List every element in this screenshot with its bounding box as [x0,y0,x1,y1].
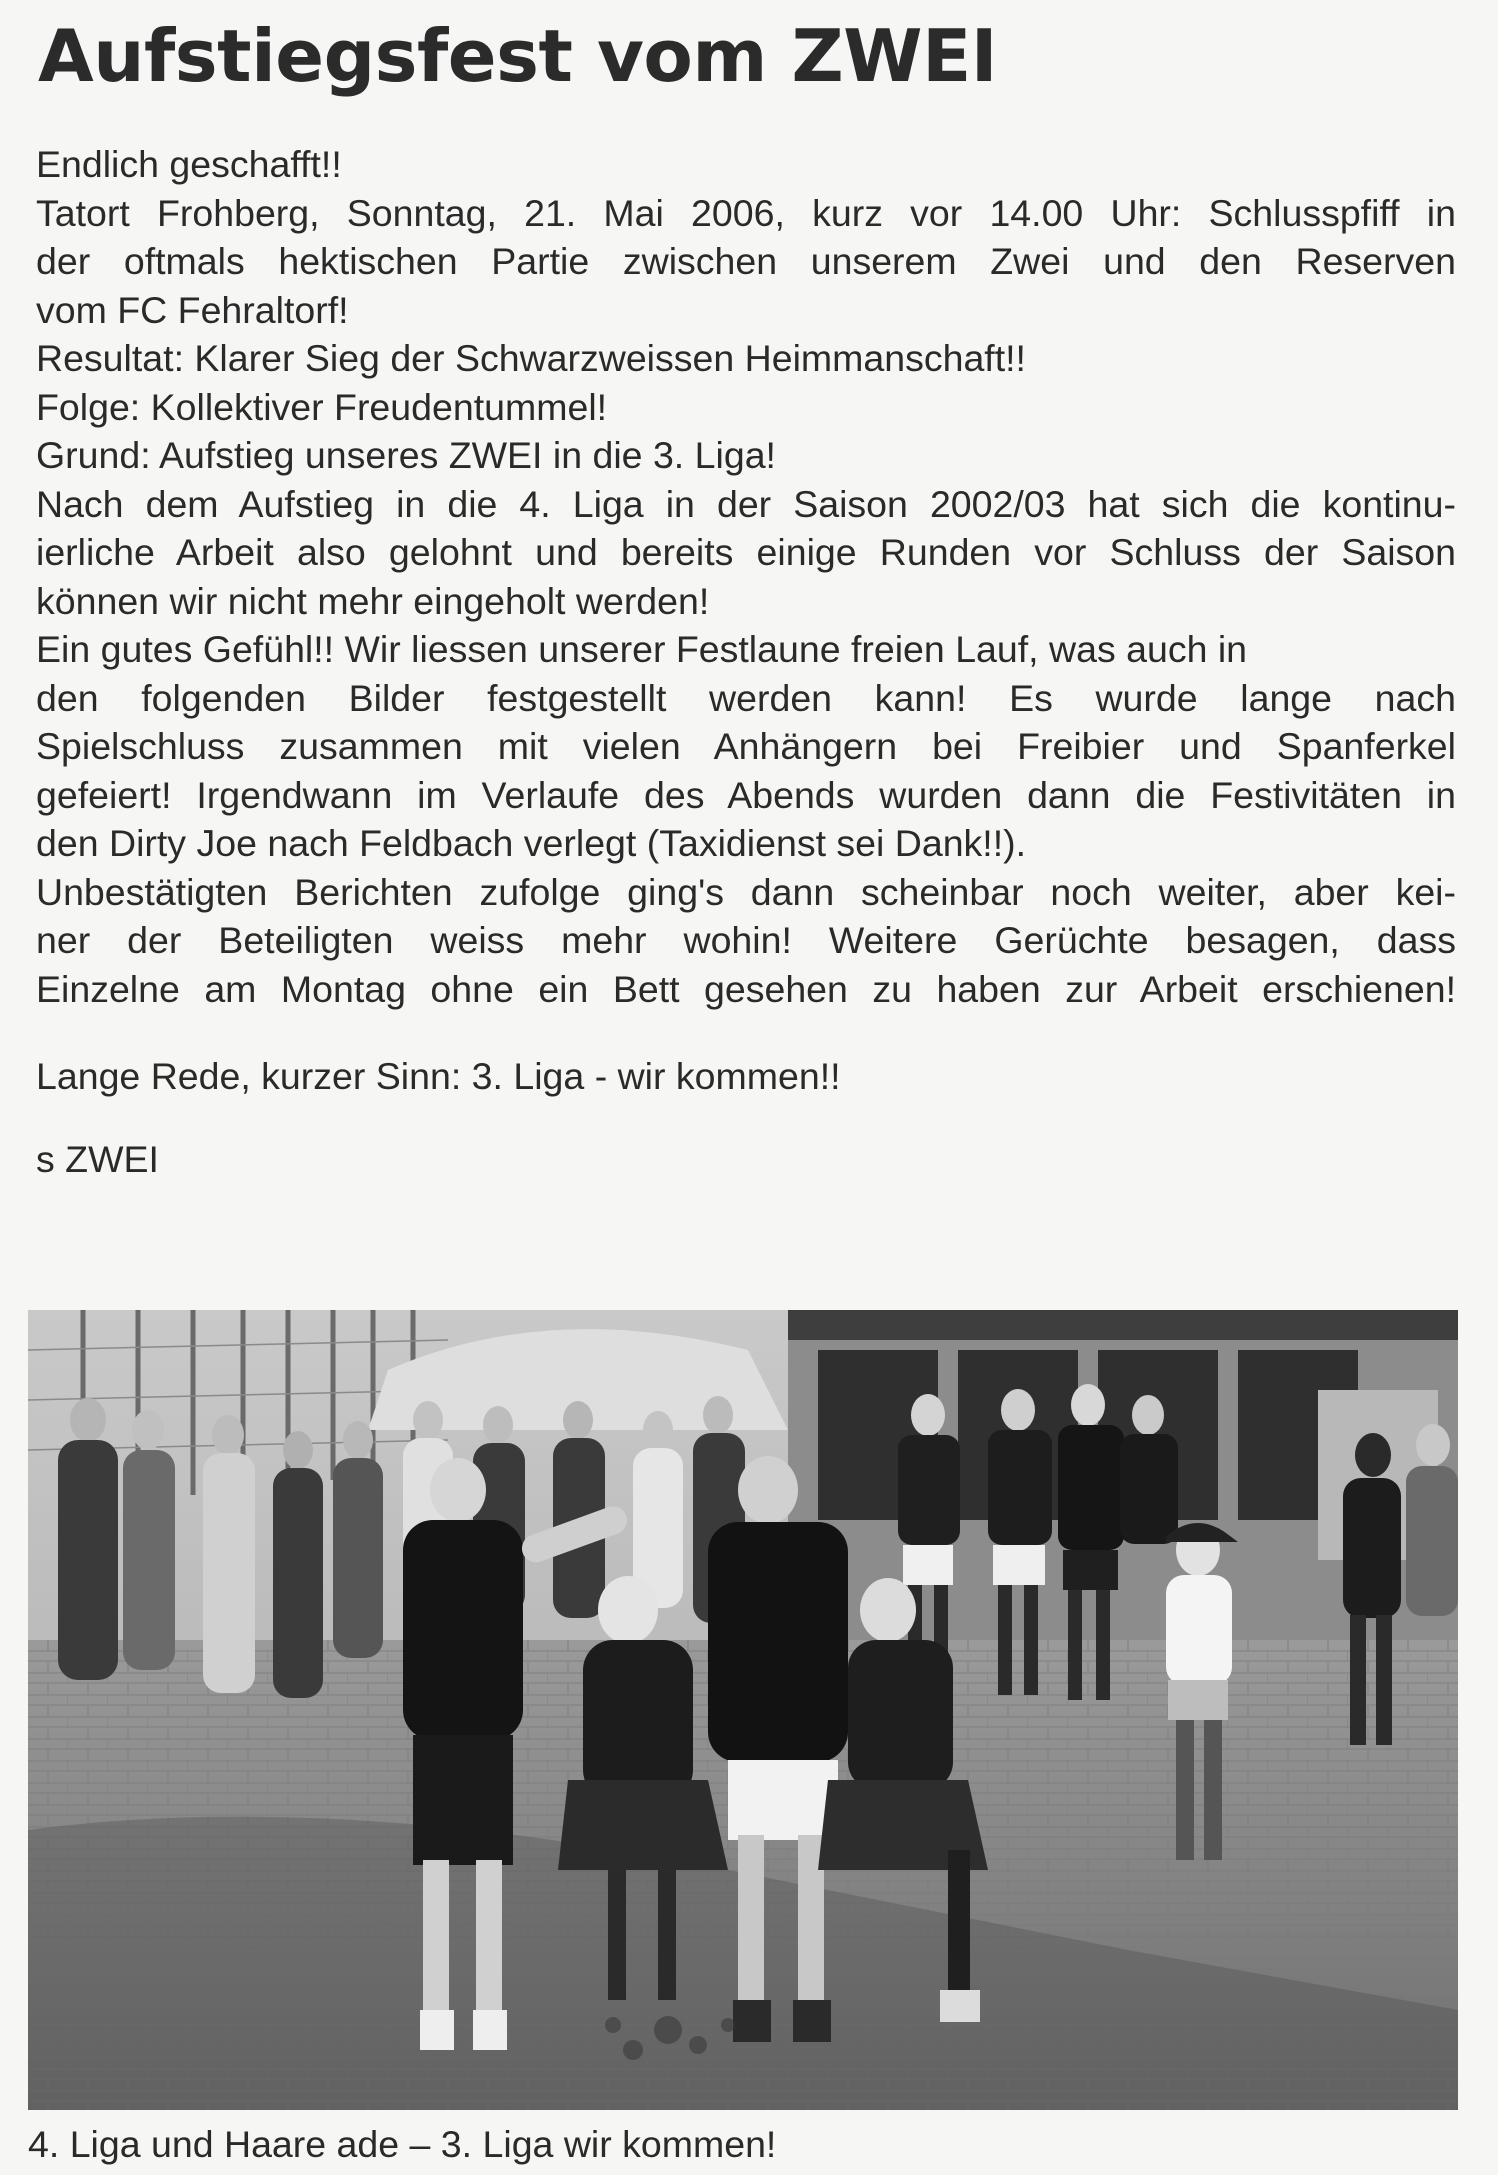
article-title: Aufstiegsfest vom ZWEI [38,14,998,98]
text-line: gefeiert! Irgendwann im Verlaufe des Abends wurden dann die Festivitäten in [36,773,1456,816]
photo-illustration [28,1310,1458,2110]
text-line: Folge: Kollektiver Freudentummel! [36,385,608,428]
text-line: vom FC Fehraltorf! [36,288,349,331]
text-line: den Dirty Joe nach Feldbach verlegt (Taxidienst sei Dank!!). [36,822,1027,864]
text-line: Grund: Aufstieg unseres ZWEI in die 3. Liga! [36,434,776,476]
signature: s ZWEI [36,1137,159,1180]
text-line: Endlich geschafft!! [36,143,342,185]
text-line: können wir nicht mehr eingeholt werden! [36,579,710,622]
text-line: Ein gutes Gefühl!! Wir liessen unserer Festlaune freien Lauf, was auch in [36,628,1248,670]
article-body [36,140,1456,1183]
text-line: ierliche Arbeit also gelohnt und bereits einige Runden vor Schluss der Saison [36,531,1456,573]
text-line: Spielschluss zusammen mit vielen Anhängern bei Freibier und Spanferkel [36,725,1456,767]
text-line: den folgenden Bilder festgestellt werden kann! Es wurde lange nach [36,676,1456,719]
text-line: Nach dem Aufstieg in die 4. Liga in der Saison 2002/03 hat sich die kontinu- [36,482,1456,525]
building-roof [788,1310,1458,1340]
text-line: Resultat: Klarer Sieg der Schwarzweissen Heimmanschaft!! [36,337,1026,379]
text-line: Einzelne am Montag ohne ein Bett gesehen zu haben zur Arbeit erschienen! [36,967,1456,1010]
text-line: Unbestätigten Berichten zufolge ging's dann scheinbar noch weiter, aber kei- [36,870,1456,913]
paragraph-gap [36,1013,1456,1052]
text-line: Tatort Frohberg, Sonntag, 21. Mai 2006, kurz vor 14.00 Uhr: Schlusspfiff in [36,191,1456,234]
closing-line: Lange Rede, kurzer Sinn: 3. Liga - wir kommen!! [36,1055,841,1097]
photo-caption: 4. Liga und Haare ade – 3. Liga wir kommen! [28,2123,777,2165]
paragraph-gap [36,1101,1456,1135]
celebration-photo [28,1310,1458,2110]
text-line: der oftmals hektischen Partie zwischen unserem Zwei und den Reserven [36,240,1456,282]
text-line: ner der Beteiligten weiss mehr wohin! Weitere Gerüchte besagen, dass [36,919,1456,961]
